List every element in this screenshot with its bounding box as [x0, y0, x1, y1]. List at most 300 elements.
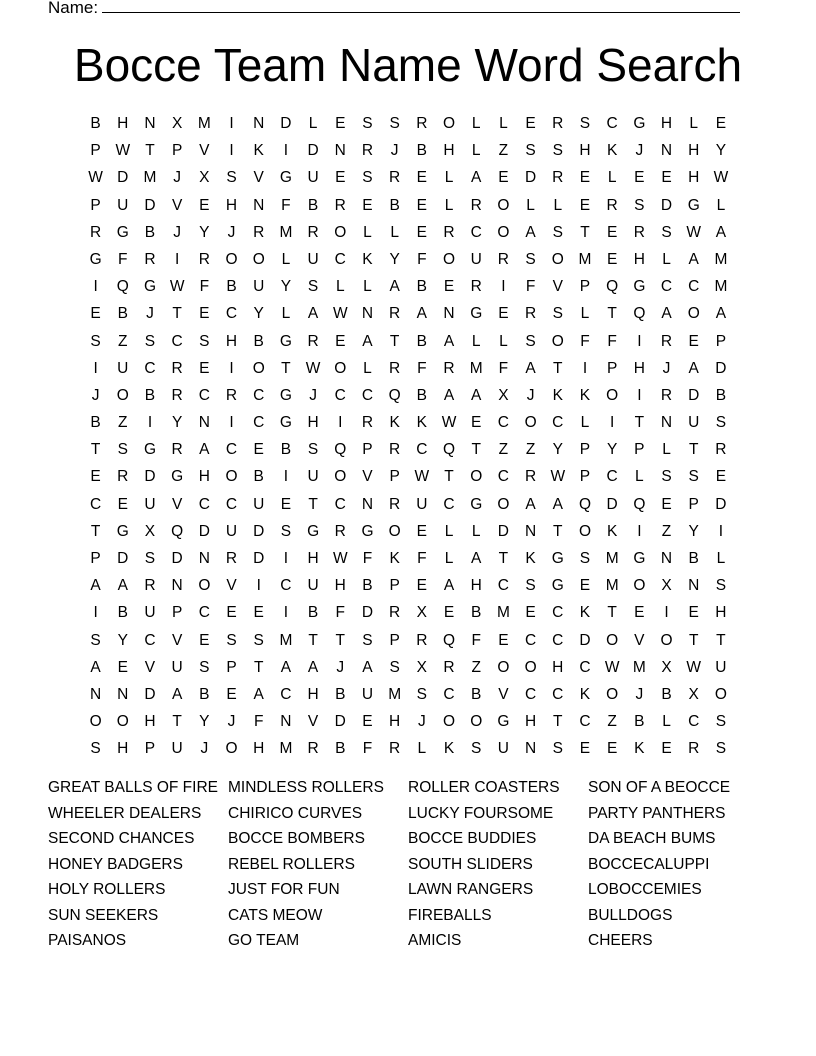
grid-letter[interactable]: U	[117, 359, 129, 377]
grid-letter[interactable]: N	[171, 577, 183, 595]
grid-letter[interactable]: R	[225, 550, 238, 567]
grid-letter[interactable]: J	[336, 658, 345, 676]
grid-letter[interactable]: S	[90, 631, 101, 649]
grid-letter[interactable]: P	[171, 604, 183, 622]
grid-letter[interactable]: S	[226, 169, 237, 187]
grid-letter[interactable]: D	[144, 685, 156, 703]
grid-letter[interactable]: D	[198, 522, 210, 540]
grid-letter[interactable]: L	[580, 414, 590, 432]
grid-letter[interactable]: B	[117, 305, 128, 323]
grid-letter[interactable]: H	[253, 740, 265, 758]
grid-letter[interactable]: G	[116, 223, 129, 241]
grid-letter[interactable]: M	[605, 577, 619, 595]
grid-letter[interactable]: A	[525, 359, 536, 377]
grid-letter[interactable]: A	[307, 658, 319, 676]
grid-letter[interactable]: O	[497, 196, 510, 214]
grid-letter[interactable]: T	[253, 658, 264, 676]
grid-letter[interactable]: S	[362, 115, 373, 132]
grid-letter[interactable]: C	[443, 495, 455, 513]
grid-letter[interactable]: B	[688, 550, 699, 567]
grid-letter[interactable]: B	[471, 685, 482, 703]
grid-letter[interactable]: O	[551, 250, 564, 268]
grid-letter[interactable]: L	[281, 305, 291, 323]
grid-letter[interactable]: C	[225, 305, 238, 323]
grid-letter[interactable]: G	[279, 169, 292, 187]
grid-letter[interactable]: G	[89, 250, 102, 268]
grid-letter[interactable]: G	[633, 115, 646, 132]
grid-letter[interactable]: E	[416, 223, 428, 241]
grid-letter[interactable]: F	[471, 631, 481, 649]
grid-letter[interactable]: S	[471, 740, 482, 758]
grid-letter[interactable]: B	[253, 332, 264, 350]
grid-letter[interactable]: S	[579, 550, 591, 567]
grid-letter[interactable]: L	[417, 740, 427, 758]
grid-letter[interactable]: A	[90, 658, 101, 676]
grid-letter[interactable]: N	[198, 550, 210, 567]
grid-letter[interactable]: V	[226, 577, 237, 595]
grid-letter[interactable]: L	[553, 196, 563, 214]
grid-letter[interactable]: C	[198, 386, 210, 404]
grid-letter[interactable]: G	[171, 468, 184, 486]
grid-letter[interactable]: D	[334, 713, 346, 731]
grid-letter[interactable]: R	[416, 115, 428, 132]
grid-letter[interactable]: G	[633, 550, 646, 567]
grid-letter[interactable]: B	[144, 386, 156, 404]
grid-letter[interactable]: D	[688, 386, 700, 404]
grid-letter[interactable]: L	[580, 305, 590, 323]
grid-letter[interactable]: J	[200, 740, 209, 758]
grid-letter[interactable]: A	[471, 550, 482, 567]
grid-letter[interactable]: G	[551, 550, 564, 567]
grid-letter[interactable]: F	[362, 740, 373, 758]
grid-letter[interactable]: C	[524, 685, 537, 703]
grid-letter[interactable]: S	[634, 196, 645, 214]
grid-letter[interactable]: A	[253, 685, 264, 703]
grid-letter[interactable]: R	[470, 196, 482, 214]
grid-letter[interactable]: S	[117, 441, 128, 459]
grid-letter[interactable]: W	[305, 359, 321, 377]
grid-letter[interactable]: H	[552, 658, 564, 676]
grid-letter[interactable]: R	[361, 414, 374, 432]
grid-letter[interactable]: K	[552, 386, 563, 404]
grid-letter[interactable]: E	[253, 441, 264, 459]
grid-letter[interactable]: C	[361, 386, 374, 404]
grid-letter[interactable]: E	[335, 169, 346, 187]
grid-letter[interactable]: R	[171, 359, 183, 377]
grid-letter[interactable]: L	[363, 278, 372, 296]
grid-letter[interactable]: A	[688, 250, 699, 268]
grid-letter[interactable]: N	[253, 115, 265, 132]
grid-letter[interactable]: E	[443, 604, 455, 622]
grid-letter[interactable]: B	[362, 577, 373, 595]
grid-letter[interactable]: B	[416, 332, 428, 350]
grid-letter[interactable]: E	[443, 278, 455, 296]
grid-letter[interactable]: A	[362, 658, 373, 676]
grid-letter[interactable]: L	[444, 550, 454, 567]
grid-letter[interactable]: T	[308, 631, 318, 649]
grid-letter[interactable]: A	[443, 577, 455, 595]
grid-letter[interactable]: L	[689, 115, 699, 132]
grid-letter[interactable]: E	[606, 740, 618, 758]
grid-letter[interactable]: E	[90, 468, 101, 486]
grid-letter[interactable]: Y	[199, 223, 210, 241]
grid-letter[interactable]: O	[660, 631, 673, 649]
grid-letter[interactable]: A	[688, 359, 699, 377]
grid-letter[interactable]: N	[660, 142, 673, 160]
grid-letter[interactable]: T	[172, 713, 182, 731]
grid-letter[interactable]: B	[661, 685, 672, 703]
grid-letter[interactable]: O	[497, 223, 510, 241]
grid-letter[interactable]: S	[362, 169, 373, 187]
grid-letter[interactable]: L	[335, 278, 345, 296]
grid-letter[interactable]: D	[715, 359, 727, 377]
grid-letter[interactable]: J	[173, 169, 182, 187]
grid-letter[interactable]: C	[443, 685, 455, 703]
grid-letter[interactable]: B	[280, 441, 292, 459]
grid-letter[interactable]: U	[171, 740, 183, 758]
grid-letter[interactable]: O	[606, 685, 619, 703]
grid-letter[interactable]: Q	[578, 495, 591, 513]
grid-letter[interactable]: O	[470, 713, 483, 731]
grid-letter[interactable]: H	[660, 115, 673, 132]
grid-letter[interactable]: O	[443, 250, 456, 268]
grid-letter[interactable]: R	[307, 223, 319, 241]
grid-letter[interactable]: S	[715, 577, 727, 595]
grid-letter[interactable]: E	[280, 495, 292, 513]
grid-letter[interactable]: B	[335, 685, 346, 703]
grid-letter[interactable]: L	[471, 522, 481, 540]
grid-letter[interactable]: E	[199, 196, 210, 214]
grid-letter[interactable]: T	[553, 713, 563, 731]
grid-letter[interactable]: V	[253, 169, 264, 187]
grid-letter[interactable]: B	[335, 740, 346, 758]
grid-letter[interactable]: J	[173, 223, 182, 241]
grid-letter[interactable]: L	[716, 196, 726, 214]
grid-letter[interactable]: X	[661, 658, 672, 676]
grid-letter[interactable]: J	[91, 386, 100, 404]
grid-letter[interactable]: Y	[389, 250, 400, 268]
grid-letter[interactable]: B	[117, 604, 128, 622]
grid-letter[interactable]: A	[443, 386, 455, 404]
grid-letter[interactable]: N	[688, 577, 700, 595]
grid-letter[interactable]: Y	[688, 522, 699, 540]
grid-letter[interactable]: E	[253, 604, 264, 622]
grid-letter[interactable]: W	[550, 468, 566, 486]
grid-letter[interactable]: D	[497, 522, 509, 540]
grid-letter[interactable]: P	[715, 332, 727, 350]
grid-letter[interactable]: P	[579, 441, 591, 459]
grid-letter[interactable]: M	[714, 278, 728, 296]
grid-letter[interactable]: A	[389, 278, 400, 296]
grid-letter[interactable]: I	[501, 278, 506, 296]
grid-letter[interactable]: I	[229, 142, 234, 160]
grid-letter[interactable]: H	[334, 577, 346, 595]
grid-letter[interactable]: P	[634, 441, 645, 459]
grid-letter[interactable]: B	[389, 196, 400, 214]
grid-letter[interactable]: T	[688, 441, 699, 459]
grid-letter[interactable]: D	[524, 169, 537, 187]
grid-letter[interactable]: N	[361, 495, 374, 513]
grid-letter[interactable]: F	[199, 278, 210, 296]
grid-letter[interactable]: I	[229, 115, 234, 132]
grid-letter[interactable]: N	[524, 522, 537, 540]
grid-letter[interactable]: V	[171, 495, 183, 513]
grid-letter[interactable]: S	[579, 115, 591, 132]
grid-letter[interactable]: W	[604, 658, 620, 676]
grid-letter[interactable]: E	[362, 713, 373, 731]
grid-letter[interactable]: E	[117, 658, 128, 676]
grid-letter[interactable]: C	[552, 631, 564, 649]
grid-letter[interactable]: Z	[498, 441, 509, 459]
grid-letter[interactable]: B	[416, 386, 428, 404]
grid-letter[interactable]: N	[89, 685, 102, 703]
grid-letter[interactable]: E	[117, 495, 128, 513]
grid-letter[interactable]: Q	[633, 305, 646, 323]
grid-letter[interactable]: F	[253, 713, 264, 731]
grid-letter[interactable]: X	[416, 604, 428, 622]
grid-letter[interactable]: U	[253, 278, 265, 296]
grid-letter[interactable]: I	[283, 550, 289, 567]
grid-letter[interactable]: A	[471, 169, 482, 187]
grid-letter[interactable]: D	[117, 169, 129, 187]
grid-letter[interactable]: D	[117, 550, 129, 567]
grid-letter[interactable]: G	[687, 196, 700, 214]
grid-letter[interactable]: O	[606, 386, 619, 404]
grid-letter[interactable]: U	[307, 468, 319, 486]
grid-letter[interactable]: R	[715, 441, 727, 459]
grid-letter[interactable]: Q	[443, 441, 456, 459]
grid-letter[interactable]: S	[715, 414, 727, 432]
grid-letter[interactable]: U	[307, 250, 319, 268]
grid-letter[interactable]: H	[470, 577, 482, 595]
grid-letter[interactable]: B	[416, 142, 428, 160]
grid-letter[interactable]: A	[171, 685, 183, 703]
grid-letter[interactable]: R	[524, 468, 537, 486]
grid-letter[interactable]: D	[144, 196, 156, 214]
grid-letter[interactable]: G	[279, 332, 292, 350]
grid-letter[interactable]: I	[93, 278, 98, 296]
grid-letter[interactable]: I	[256, 577, 261, 595]
grid-letter[interactable]: M	[605, 550, 619, 567]
grid-letter[interactable]: T	[580, 223, 590, 241]
grid-letter[interactable]: Z	[118, 332, 128, 350]
grid-letter[interactable]: S	[525, 142, 536, 160]
grid-letter[interactable]: K	[579, 604, 591, 622]
grid-letter[interactable]: P	[389, 577, 400, 595]
grid-letter[interactable]: R	[144, 577, 156, 595]
grid-letter[interactable]: T	[553, 359, 563, 377]
grid-letter[interactable]: L	[281, 250, 291, 268]
grid-letter[interactable]: W	[686, 658, 702, 676]
grid-letter[interactable]: U	[144, 604, 156, 622]
grid-letter[interactable]: U	[497, 740, 509, 758]
grid-letter[interactable]: U	[171, 658, 183, 676]
grid-letter[interactable]: O	[388, 522, 401, 540]
grid-letter[interactable]: E	[579, 577, 591, 595]
grid-letter[interactable]: S	[90, 740, 101, 758]
grid-letter[interactable]: S	[688, 468, 699, 486]
grid-letter[interactable]: D	[280, 115, 292, 132]
grid-letter[interactable]: O	[225, 468, 238, 486]
grid-letter[interactable]: Y	[715, 142, 727, 160]
grid-letter[interactable]: R	[389, 604, 401, 622]
grid-letter[interactable]: H	[307, 414, 319, 432]
grid-letter[interactable]: O	[334, 468, 347, 486]
grid-letter[interactable]: L	[662, 441, 671, 459]
grid-letter[interactable]: E	[90, 305, 101, 323]
grid-letter[interactable]: C	[497, 577, 509, 595]
grid-letter[interactable]: S	[362, 631, 373, 649]
grid-letter[interactable]: T	[498, 550, 509, 567]
grid-letter[interactable]: C	[688, 278, 700, 296]
grid-letter[interactable]: V	[498, 685, 509, 703]
grid-letter[interactable]: O	[606, 631, 619, 649]
grid-letter[interactable]: G	[470, 305, 483, 323]
grid-letter[interactable]: W	[332, 305, 348, 323]
grid-letter[interactable]: K	[606, 522, 618, 540]
grid-letter[interactable]: M	[279, 631, 293, 649]
grid-letter[interactable]: S	[144, 550, 156, 567]
grid-letter[interactable]: X	[171, 115, 183, 132]
grid-letter[interactable]: C	[198, 495, 210, 513]
grid-letter[interactable]: K	[579, 685, 591, 703]
grid-letter[interactable]: R	[389, 359, 401, 377]
grid-letter[interactable]: K	[606, 142, 618, 160]
grid-letter[interactable]: L	[444, 196, 454, 214]
grid-letter[interactable]: Q	[443, 631, 456, 649]
grid-letter[interactable]: K	[634, 740, 645, 758]
grid-letter[interactable]: C	[552, 604, 564, 622]
grid-letter[interactable]: E	[579, 740, 591, 758]
grid-letter[interactable]: J	[662, 359, 671, 377]
grid-letter[interactable]: V	[171, 631, 183, 649]
grid-letter[interactable]: T	[607, 305, 617, 323]
grid-letter[interactable]: W	[88, 169, 103, 187]
grid-letter[interactable]: H	[633, 359, 645, 377]
grid-letter[interactable]: R	[606, 196, 618, 214]
grid-letter[interactable]: L	[471, 332, 481, 350]
grid-letter[interactable]: J	[227, 223, 236, 241]
grid-letter[interactable]: S	[253, 631, 264, 649]
grid-letter[interactable]: A	[552, 495, 563, 513]
grid-letter[interactable]: V	[199, 142, 210, 160]
grid-letter[interactable]: T	[716, 631, 726, 649]
grid-letter[interactable]: Z	[118, 414, 128, 432]
grid-letter[interactable]: B	[634, 713, 645, 731]
grid-letter[interactable]: E	[199, 359, 210, 377]
grid-letter[interactable]: R	[117, 468, 129, 486]
grid-letter[interactable]: D	[171, 550, 183, 567]
grid-letter[interactable]: E	[498, 631, 509, 649]
grid-letter[interactable]: O	[497, 495, 510, 513]
grid-letter[interactable]: S	[280, 522, 292, 540]
grid-letter[interactable]: R	[443, 223, 455, 241]
grid-letter[interactable]: E	[416, 577, 428, 595]
grid-letter[interactable]: V	[552, 278, 563, 296]
grid-letter[interactable]: H	[715, 604, 727, 622]
grid-letter[interactable]: S	[552, 223, 563, 241]
grid-letter[interactable]: I	[637, 522, 642, 540]
grid-letter[interactable]: E	[606, 223, 618, 241]
grid-letter[interactable]: S	[307, 441, 319, 459]
grid-letter[interactable]: H	[117, 115, 129, 132]
grid-letter[interactable]: F	[417, 359, 427, 377]
grid-letter[interactable]: E	[199, 305, 210, 323]
grid-letter[interactable]: H	[524, 713, 537, 731]
grid-letter[interactable]: J	[417, 713, 426, 731]
grid-letter[interactable]: T	[553, 522, 563, 540]
grid-letter[interactable]: L	[499, 332, 508, 350]
grid-letter[interactable]: K	[362, 250, 373, 268]
grid-letter[interactable]: T	[634, 414, 645, 432]
grid-letter[interactable]: E	[579, 169, 591, 187]
grid-letter[interactable]: B	[307, 604, 319, 622]
grid-letter[interactable]: O	[551, 332, 564, 350]
grid-letter[interactable]: C	[280, 577, 292, 595]
grid-letter[interactable]: E	[199, 631, 210, 649]
grid-letter[interactable]: R	[334, 196, 346, 214]
grid-letter[interactable]: I	[229, 359, 234, 377]
grid-letter[interactable]: T	[308, 495, 318, 513]
grid-letter[interactable]: A	[525, 495, 536, 513]
grid-letter[interactable]: V	[144, 658, 156, 676]
grid-letter[interactable]: C	[280, 685, 292, 703]
grid-letter[interactable]: L	[390, 223, 399, 241]
grid-letter[interactable]: O	[497, 658, 510, 676]
grid-letter[interactable]: G	[116, 522, 129, 540]
grid-letter[interactable]: Q	[171, 522, 184, 540]
grid-letter[interactable]: E	[335, 115, 346, 132]
grid-letter[interactable]: M	[469, 359, 483, 377]
grid-letter[interactable]: I	[338, 414, 343, 432]
grid-letter[interactable]: C	[552, 685, 564, 703]
grid-letter[interactable]: A	[117, 577, 128, 595]
grid-letter[interactable]: G	[279, 386, 292, 404]
grid-letter[interactable]: S	[307, 278, 319, 296]
grid-letter[interactable]: B	[90, 414, 101, 432]
grid-letter[interactable]: S	[226, 631, 237, 649]
grid-letter[interactable]: S	[715, 740, 727, 758]
grid-letter[interactable]: H	[688, 142, 700, 160]
grid-letter[interactable]: A	[471, 386, 482, 404]
grid-letter[interactable]: U	[225, 522, 238, 540]
grid-letter[interactable]: O	[578, 522, 591, 540]
grid-letter[interactable]: Z	[471, 658, 481, 676]
grid-letter[interactable]: J	[635, 142, 644, 160]
grid-letter[interactable]: J	[635, 685, 644, 703]
grid-letter[interactable]: E	[498, 169, 509, 187]
grid-letter[interactable]: R	[171, 441, 183, 459]
grid-letter[interactable]: F	[607, 332, 617, 350]
grid-letter[interactable]: H	[144, 713, 156, 731]
grid-letter[interactable]: P	[606, 359, 618, 377]
grid-letter[interactable]: N	[524, 740, 537, 758]
grid-letter[interactable]: R	[253, 223, 265, 241]
grid-letter[interactable]: R	[688, 740, 700, 758]
grid-letter[interactable]: D	[253, 522, 265, 540]
grid-letter[interactable]: P	[226, 658, 237, 676]
grid-letter[interactable]: V	[171, 196, 183, 214]
grid-letter[interactable]: M	[388, 685, 402, 703]
grid-letter[interactable]: C	[89, 495, 102, 513]
grid-letter[interactable]: I	[283, 604, 289, 622]
grid-letter[interactable]: B	[471, 604, 482, 622]
grid-letter[interactable]: R	[389, 740, 401, 758]
grid-letter[interactable]: C	[497, 468, 509, 486]
grid-letter[interactable]: Y	[280, 278, 292, 296]
grid-letter[interactable]: T	[389, 332, 400, 350]
grid-letter[interactable]: G	[633, 278, 646, 296]
